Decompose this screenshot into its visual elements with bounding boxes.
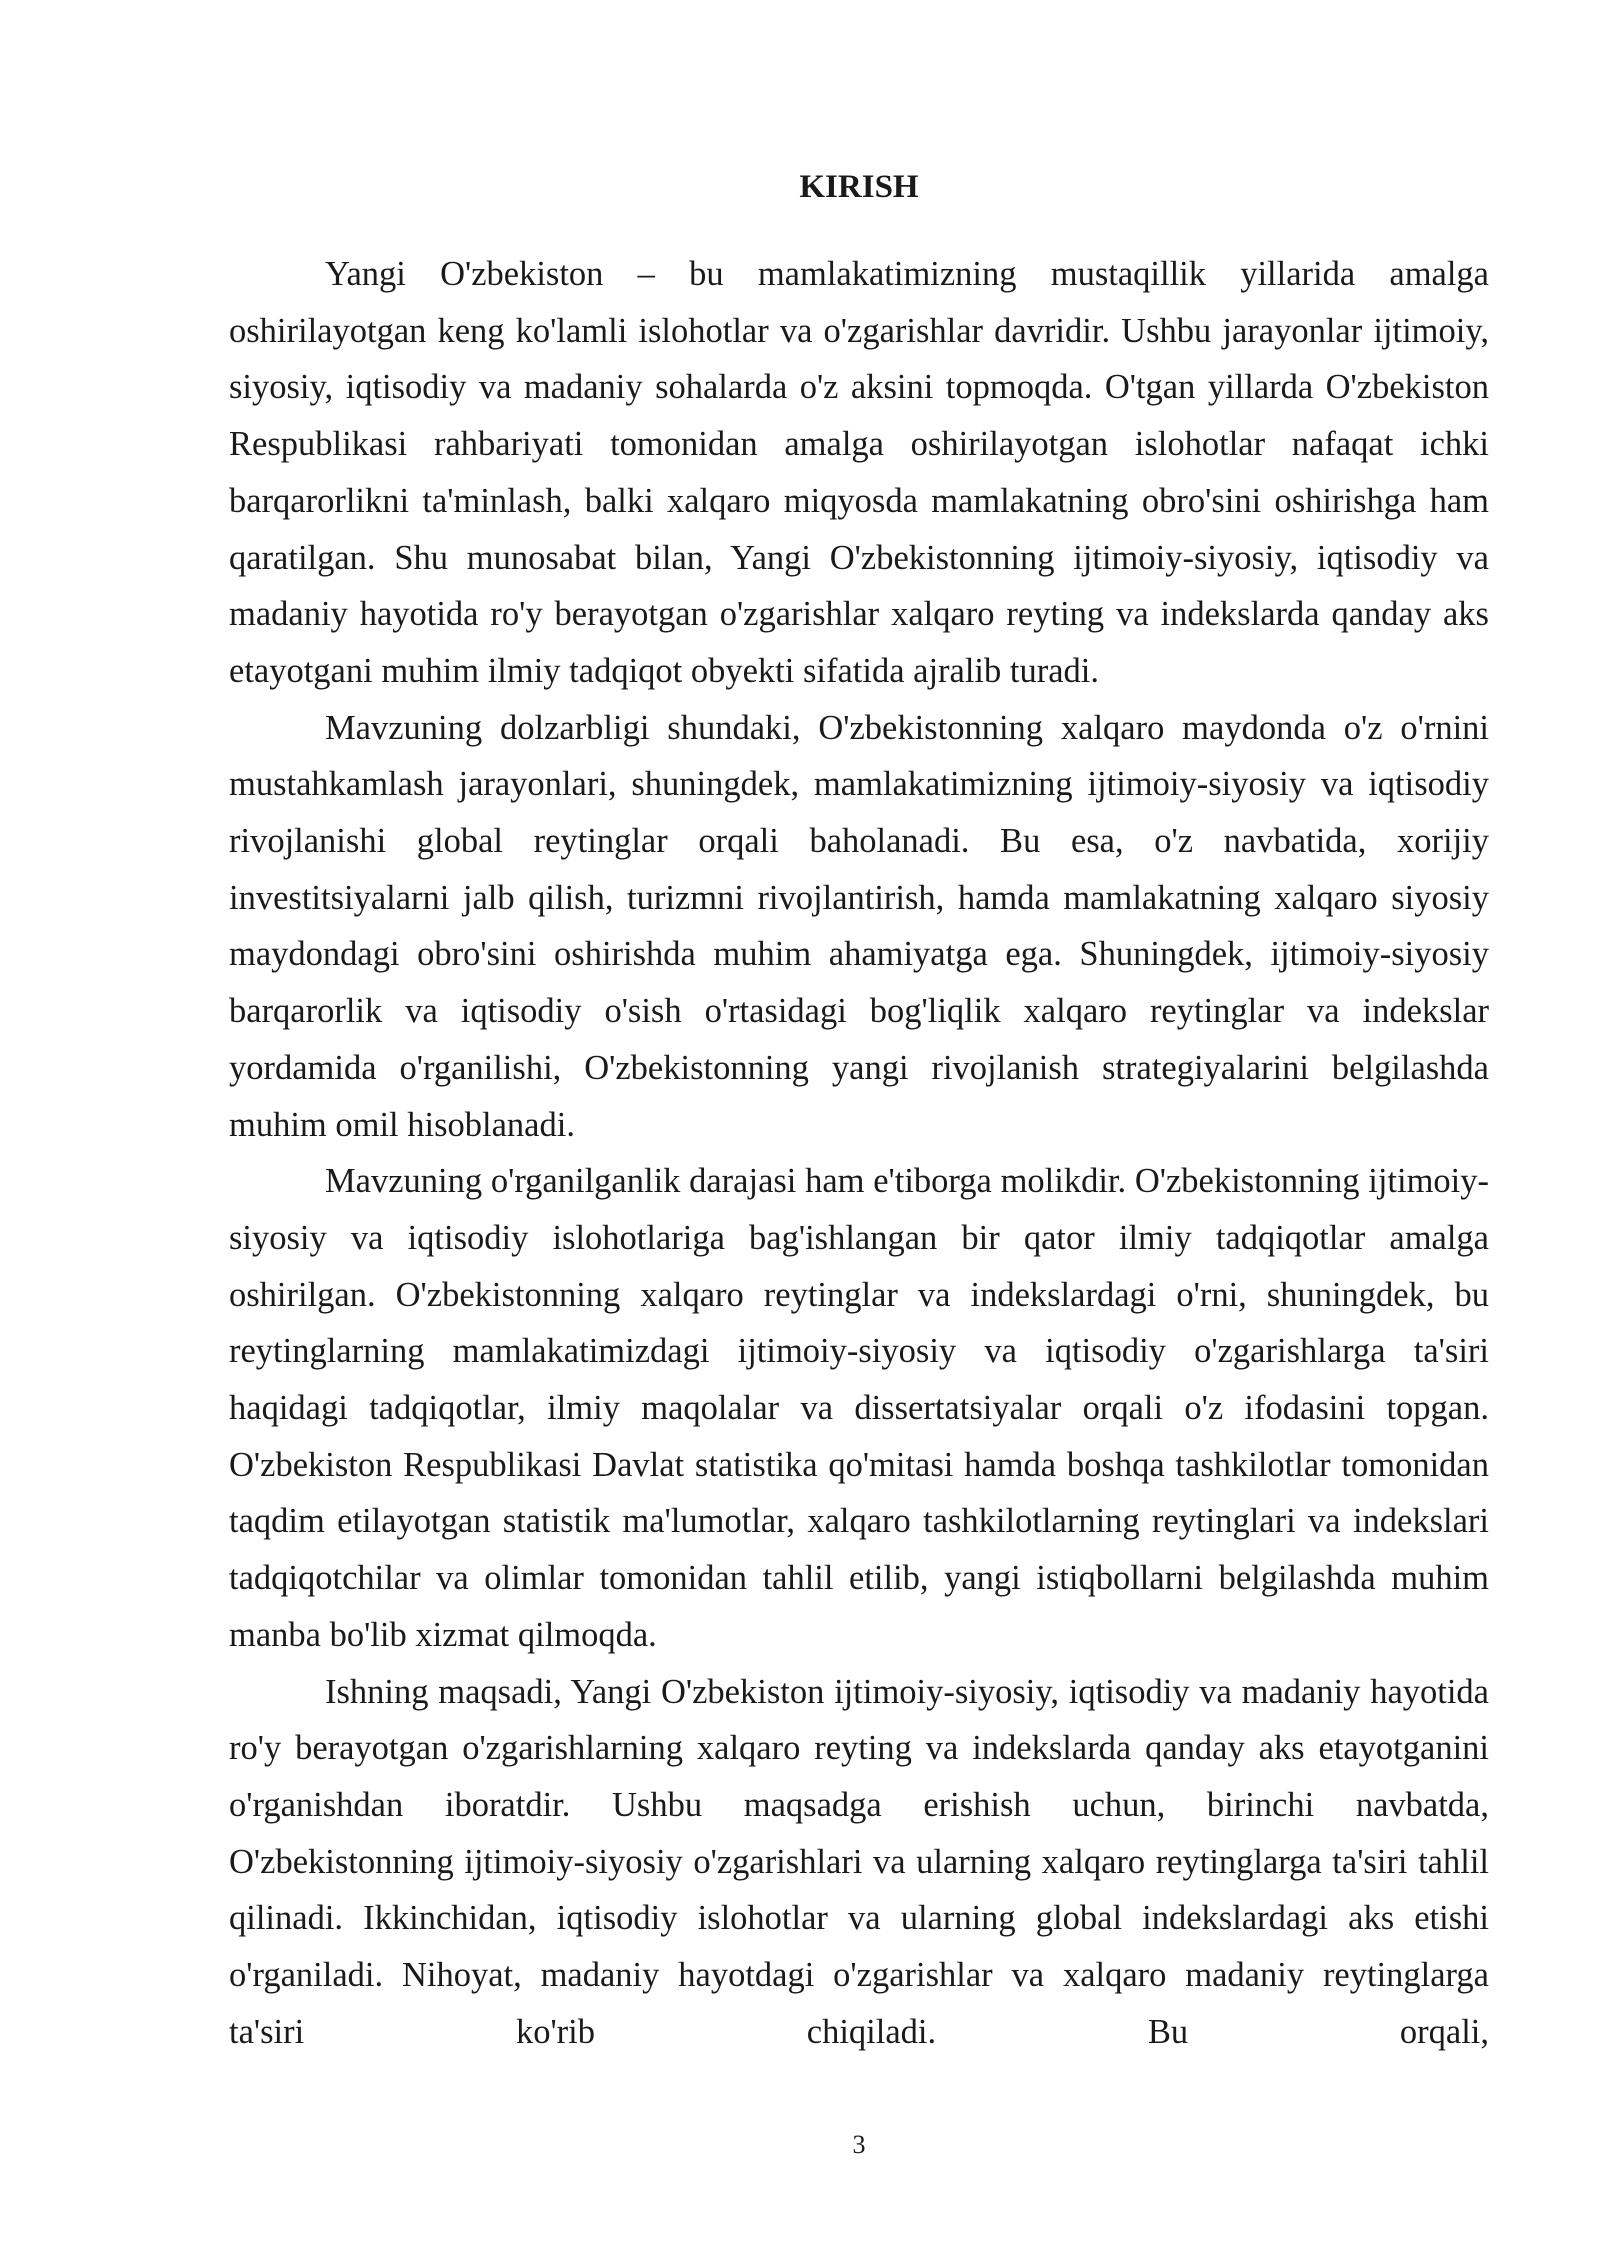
paragraph-introduction: Yangi O'zbekiston – bu mamlakatimizning mustaqillik yillarida amalga oshirilayotgan keng ko'lamli islohotlar va o'zgarishlar davridir. Ushbu jarayonlar ijtimoiy, siyosiy, iqtisodiy va madaniy sohalarda o'z aksini topmoqda. O'tgan yillarda O'zbekiston Respublikasi rahbariyati tomonidan amalga oshirilayotgan islohotlar nafaqat ichki barqarorlikni ta'minlash, balki xalqaro miqyosda mamlakatning obro'sini oshirishga ham qaratilgan. Shu munosabat bilan, Yangi O'zbekistonning ijtimoiy-siyosiy, iqtisodiy va madaniy hayotida ro'y berayotgan o'zgarishlar xalqaro reyting va indekslarda qanday aks etayotgani muhim ilmiy tadqiqot obyekti sifatida ajralib turadi. xyxy=(229,255,1489,690)
page-number: 3 xyxy=(852,2130,866,2159)
body-text xyxy=(229,246,1489,2061)
page-title: KIRISH xyxy=(799,169,919,205)
paragraph-relevance: Mavzuning dolzarbligi shundaki, O'zbekistonning xalqaro maydonda o'z o'rnini mustahkamlash jarayonlari, shuningdek, mamlakatimizning ijtimoiy-siyosiy va iqtisodiy rivojlanishi global reytinglar orqali baholanadi. Bu esa, o'z navbatida, xorijiy investitsiyalarni jalb qilish, turizmni rivojlantirish, hamda mamlakatning xalqaro siyosiy maydondagi obro'sini oshirishda muhim ahamiyatga ega. Shuningdek, ijtimoiy-siyosiy barqarorlik va iqtisodiy o'sish o'rtasidagi bog'liqlik xalqaro reytinglar va indekslar yordamida o'rganilishi, O'zbekistonning yangi rivojlanish strategiyalarini belgilashda muhim omil hisoblanadi. xyxy=(229,708,1489,1144)
paragraph-purpose: Ishning maqsadi, Yangi O'zbekiston ijtimoiy-siyosiy, iqtisodiy va madaniy hayotida ro'y berayotgan o'zgarishlarning xalqaro reyting va indekslarda qanday aks etayotganini o'rganishdan iboratdir. Ushbu maqsadga erishish uchun, birinchi navbatda, O'zbekistonning ijtimoiy-siyosiy o'zgarishlari va ularning xalqaro reytinglarga ta'siri tahlil qilinadi. Ikkinchidan, iqtisodiy islohotlar va ularning global indekslardagi aks etishi o'rganiladi. Nihoyat, madaniy hayotdagi o'zgarishlar va xalqaro madaniy reytinglarga ta'siri ko'rib chiqiladi. Bu orqali, xyxy=(229,1672,1489,2051)
paragraph-study-level: Mavzuning o'rganilganlik darajasi ham e'tiborga molikdir. O'zbekistonning ijtimoiy-siyosiy va iqtisodiy islohotlariga bag'ishlangan bir qator ilmiy tadqiqotlar amalga oshirilgan. O'zbekistonning xalqaro reytinglar va indekslardagi o'rni, shuningdek, bu reytinglarning mamlakatimizdagi ijtimoiy-siyosiy va iqtisodiy o'zgarishlarga ta'siri haqidagi tadqiqotlar, ilmiy maqolalar va dissertatsiyalar orqali o'z ifodasini topgan. O'zbekiston Respublikasi Davlat statistika qo'mitasi hamda boshqa tashkilotlar tomonidan taqdim etilayotgan statistik ma'lumotlar, xalqaro tashkilotlarning reytinglari va indekslari tadqiqotchilar va olimlar tomonidan tahlil etilib, yangi istiqbollarni belgilashda muhim manba bo'lib xizmat qilmoqda. xyxy=(229,1162,1489,1654)
